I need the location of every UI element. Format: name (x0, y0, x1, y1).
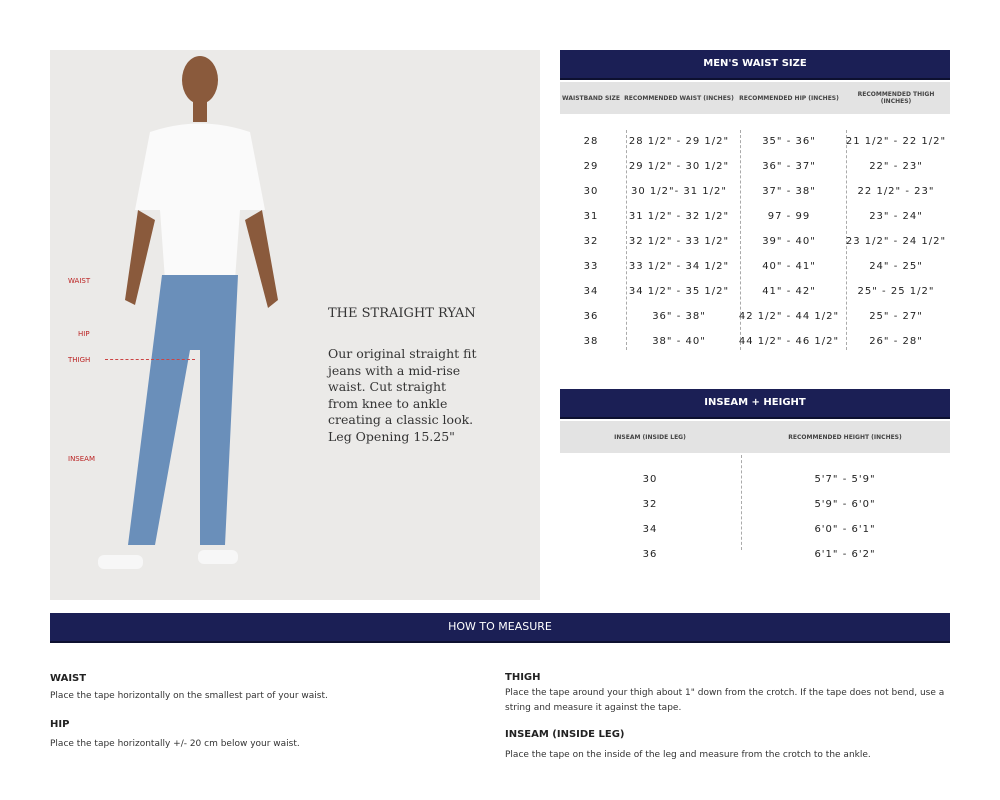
table-cell: 40" - 41" (762, 261, 816, 272)
inseam-label: INSEAM (68, 455, 95, 463)
table-cell: 42 1/2" - 44 1/2" (738, 311, 840, 322)
inseam-table-title: INSEAM + HEIGHT (560, 389, 950, 419)
table-cell: 32 (642, 499, 658, 510)
hip-heading: HIP (50, 719, 70, 730)
table-cell: 33 1/2" - 34 1/2" (628, 261, 730, 272)
hip-text: Place the tape horizontally +/- 20 cm below your waist. (50, 739, 300, 749)
table-cell: 36 (642, 549, 658, 560)
waist-table-header (560, 82, 950, 114)
table-cell: 41" - 42" (762, 286, 816, 297)
table-cell: 28 (583, 136, 599, 147)
col-header: RECOMMENDED HIP (INCHES) (739, 94, 839, 102)
table-cell: 25" - 27" (869, 311, 923, 322)
table-row (560, 474, 950, 485)
how-to-measure-title: HOW TO MEASURE (50, 613, 950, 643)
table-cell: 28 1/2" - 29 1/2" (628, 136, 730, 147)
table-cell: 22 1/2" - 23" (857, 186, 935, 197)
waist-label: WAIST (68, 277, 91, 285)
table-row (560, 211, 950, 222)
table-row (560, 136, 950, 147)
table-cell: 6'1" - 6'2" (814, 549, 876, 560)
thigh-label: THIGH (68, 356, 91, 364)
table-cell: 25" - 25 1/2" (857, 286, 935, 297)
table-cell: 29 1/2" - 30 1/2" (628, 161, 730, 172)
table-cell: 35" - 36" (762, 136, 816, 147)
waist-heading: WAIST (50, 673, 87, 684)
table-cell: 37" - 38" (762, 186, 816, 197)
table-cell: 44 1/2" - 46 1/2" (738, 336, 840, 347)
table-cell: 30 (642, 474, 658, 485)
table-cell: 34 (583, 286, 599, 297)
table-cell: 36" - 37" (762, 161, 816, 172)
table-cell: 26" - 28" (869, 336, 923, 347)
table-row (560, 186, 950, 197)
table-cell: 21 1/2" - 22 1/2" (845, 136, 947, 147)
inseam-text: Place the tape on the inside of the leg and measure from the crotch to the ankle. (505, 750, 871, 760)
table-cell: 29 (583, 161, 599, 172)
table-cell: 36 (583, 311, 599, 322)
table-row (560, 499, 950, 510)
table-cell: 97 - 99 (767, 211, 811, 222)
table-row (560, 336, 950, 347)
table-cell: 33 (583, 261, 599, 272)
product-title: THE STRAIGHT RYAN (328, 306, 476, 321)
table-cell: 31 1/2" - 32 1/2" (628, 211, 730, 222)
product-description (328, 346, 478, 445)
table-row (560, 311, 950, 322)
table-cell: 34 1/2" - 35 1/2" (628, 286, 730, 297)
col-header: WAISTBAND SIZE (562, 94, 620, 102)
table-row (560, 549, 950, 560)
table-row (560, 236, 950, 247)
table-cell: 32 1/2" - 33 1/2" (628, 236, 730, 247)
table-cell: 30 1/2"- 31 1/2" (631, 186, 727, 197)
inseam-heading: INSEAM (INSIDE LEG) (505, 729, 625, 740)
table-row (560, 286, 950, 297)
table-row (560, 161, 950, 172)
table-row (560, 261, 950, 272)
leg-opening: Leg Opening 15.25" (328, 428, 455, 444)
col-header: RECOMMENDED HEIGHT (INCHES) (788, 433, 902, 441)
table-cell: 23" - 24" (869, 211, 923, 222)
table-cell: 22" - 23" (869, 161, 923, 172)
table-cell: 5'9" - 6'0" (814, 499, 876, 510)
col-header: INSEAM (INSIDE LEG) (614, 433, 686, 441)
table-cell: 31 (583, 211, 599, 222)
table-cell: 24" - 25" (869, 261, 923, 272)
table-cell: 36" - 38" (652, 311, 706, 322)
table-cell: 6'0" - 6'1" (814, 524, 876, 535)
table-cell: 34 (642, 524, 658, 535)
col-header: RECOMMENDED THIGH (INCHES) (857, 91, 935, 105)
table-cell: 32 (583, 236, 599, 247)
hip-label: HIP (78, 330, 90, 338)
thigh-line (105, 359, 195, 360)
table-cell: 23 1/2" - 24 1/2" (845, 236, 947, 247)
waist-text: Place the tape horizontally on the smallest part of your waist. (50, 691, 328, 701)
waist-table-title: MEN'S WAIST SIZE (560, 50, 950, 80)
table-row (560, 524, 950, 535)
thigh-text: Place the tape around your thigh about 1" down from the crotch. If the tape does not bend, use a string and measure it against the tape. (505, 688, 945, 713)
table-cell: 30 (583, 186, 599, 197)
description-text: Our original straight fit jeans with a mid-rise waist. Cut straight from knee to ankle creating a classic look. (328, 346, 477, 427)
col-header: RECOMMENDED WAIST (INCHES) (624, 94, 734, 102)
table-cell: 5'7" - 5'9" (814, 474, 876, 485)
inseam-table-header (560, 421, 950, 453)
table-cell: 39" - 40" (762, 236, 816, 247)
thigh-heading: THIGH (505, 672, 541, 683)
table-cell: 38" - 40" (652, 336, 706, 347)
model-figure (50, 50, 540, 600)
table-cell: 38 (583, 336, 599, 347)
model-photo (50, 50, 540, 600)
